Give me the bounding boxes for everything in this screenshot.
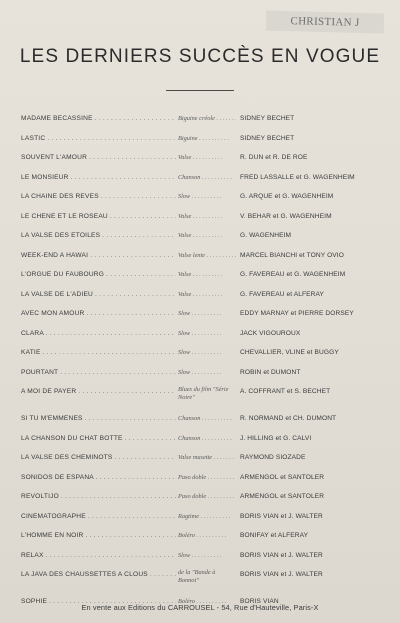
song-genre: Valse musette . . . (178, 454, 236, 462)
song-row (0, 190, 400, 210)
song-row (0, 307, 400, 327)
song-title: POURTANT . . . (21, 369, 176, 376)
song-genre: Valse . . . (178, 271, 236, 279)
song-title: RELAX . . . (21, 552, 176, 559)
song-authors: SIDNEY BECHET (240, 134, 295, 142)
song-row (0, 171, 400, 191)
song-title: CLARA . . . (21, 330, 176, 337)
title-divider (166, 90, 234, 91)
song-genre: Blues du film "Série Noire" (178, 386, 229, 401)
song-authors: FRED LASSALLE et G. WAGENHEIM (240, 173, 355, 181)
song-title: LA CHANSON DU CHAT BOTTE . . . (21, 435, 176, 442)
song-authors: ROBIN et DUMONT (240, 368, 301, 376)
song-row (0, 529, 400, 549)
song-title: REVOLTIJO . . . (21, 493, 176, 500)
song-title: MADAME BECASSINE . . . (21, 115, 176, 122)
song-row (0, 451, 400, 471)
song-title: LA VALSE DE L'ADIEU . . . (21, 291, 176, 298)
song-authors: BORIS VIAN (240, 598, 279, 605)
song-title: SOPHIE . . . (21, 598, 176, 605)
song-genre: Biguine . . . (178, 135, 236, 143)
song-title: AVEC MON AMOUR . . . (21, 310, 176, 317)
song-genre: Slow . . . (178, 310, 236, 318)
song-authors: V. BEHAR et G. WAGENHEIM (240, 212, 332, 220)
song-authors: ARMENGOL et SANTOLER (240, 473, 325, 481)
song-genre: Valse lente . . . (178, 252, 236, 260)
song-row (0, 112, 400, 132)
song-authors: R. NORMAND et CH. DUMONT (240, 415, 337, 422)
song-title: LA JAVA DES CHAUSSETTES A CLOUS . . . (21, 571, 176, 578)
song-row (0, 385, 400, 412)
song-genre: Chanson . . . (178, 174, 236, 182)
song-genre: Paso doble . . . (178, 493, 236, 501)
song-genre: Slow . . . (178, 193, 236, 201)
song-authors: BORIS VIAN et J. WALTER (240, 512, 323, 520)
song-row (0, 366, 400, 386)
song-authors: BORIS VIAN et J. WALTER (240, 551, 323, 559)
song-authors: R. DUN et R. DE ROE (240, 154, 308, 161)
song-genre: Valse . . . (178, 154, 236, 162)
song-title: L'HOMME EN NOIR . . . (21, 532, 176, 539)
publisher-footer: En vente aux Editions du CARROUSEL - 54, Rue d'Hauteville, Paris-X (81, 603, 319, 612)
song-row (0, 151, 400, 171)
song-genre: Boléro . . . (178, 598, 236, 606)
song-genre: Chanson . . . (178, 415, 236, 423)
song-list (0, 112, 400, 615)
song-authors: A. COFFRANT et S. BECHET (240, 388, 331, 395)
song-title: CINEMATOGRAPHE . . . (21, 513, 176, 520)
song-row (0, 490, 400, 510)
song-title: A MOI DE PAYER . . . (21, 388, 176, 395)
song-row (0, 568, 400, 595)
song-row (0, 549, 400, 569)
song-genre: Valse . . . (178, 213, 236, 221)
song-genre: Slow . . . (178, 330, 236, 338)
song-title: SONIDOS DE ESPANA . . . (21, 474, 176, 481)
song-row (0, 346, 400, 366)
song-row (0, 210, 400, 230)
song-row (0, 432, 400, 452)
song-authors: G. ARQUE et G. WAGENHEIM (240, 193, 334, 200)
song-row (0, 132, 400, 152)
song-row (0, 412, 400, 432)
song-title: WEEK-END A HAWAI . . . (21, 252, 176, 259)
song-authors: EDDY MARNAY et PIERRE DORSEY (240, 310, 354, 317)
song-genre: Biguine créole . . . (178, 115, 236, 123)
song-genre: Chanson . . . (178, 435, 236, 443)
song-authors: MARCEL BIANCHI et TONY OVIO (240, 251, 344, 259)
song-authors: CHEVALLIER, VLINE et BUGGY (240, 349, 339, 356)
song-authors: SIDNEY BECHET (240, 115, 295, 122)
song-title: LE MONSIEUR . . . (21, 174, 176, 181)
song-title: LA VALSE DES CHEMINOTS . . . (21, 454, 176, 461)
song-authors: J. HILLING et G. CALVI (240, 434, 312, 442)
song-authors: G. FAVEREAU et G. WAGENHEIM (240, 271, 346, 278)
song-authors: JACK VIGOUROUX (240, 329, 301, 337)
song-title: LA CHAINE DES REVES . . . (21, 193, 176, 200)
page-title: LES DERNIERS SUCCÈS EN VOGUE (19, 46, 381, 67)
song-authors: ARMENGOL et SANTOLER (240, 493, 325, 500)
song-genre: Valse . . . (178, 291, 236, 299)
owner-stamp: CHRISTIAN J (266, 10, 384, 33)
song-genre: Ragtime . . . (178, 513, 236, 521)
song-title: SI TU M'EMMENES . . . (21, 415, 176, 422)
song-authors: BORIS VIAN et J. WALTER (240, 571, 323, 578)
song-row (0, 327, 400, 347)
song-authors: RAYMOND SIOZADE (240, 454, 306, 461)
song-authors: BONIFAY et ALFERAY (240, 532, 309, 539)
song-authors: G. WAGENHEIM (240, 232, 292, 239)
song-row (0, 510, 400, 530)
song-title: LASTIC . . . (21, 135, 176, 142)
song-title: L'ORGUE DU FAUBOURG . . . (21, 271, 176, 278)
song-title: KATIE . . . (21, 349, 176, 356)
song-genre: de la "Bande à Bonnot" (178, 569, 216, 584)
song-genre: Slow . . . (178, 349, 236, 357)
song-genre: Valse . . . (178, 232, 236, 240)
song-row (0, 268, 400, 288)
song-title: LE CHENE ET LE ROSEAU . . . (21, 213, 176, 220)
song-title: SOUVENT L'AMOUR . . . (21, 154, 176, 161)
song-row (0, 471, 400, 491)
song-row (0, 249, 400, 269)
song-genre: Boléro . . . (178, 532, 236, 540)
song-genre: Paso doble . . . (178, 474, 236, 482)
song-genre: Slow . . . (178, 369, 236, 377)
song-authors: G. FAVEREAU et ALFERAY (240, 290, 325, 298)
song-title: LA VALSE DES ETOILES . . . (21, 232, 176, 239)
song-row (0, 288, 400, 308)
song-row (0, 229, 400, 249)
song-genre: Slow . . . (178, 552, 236, 560)
